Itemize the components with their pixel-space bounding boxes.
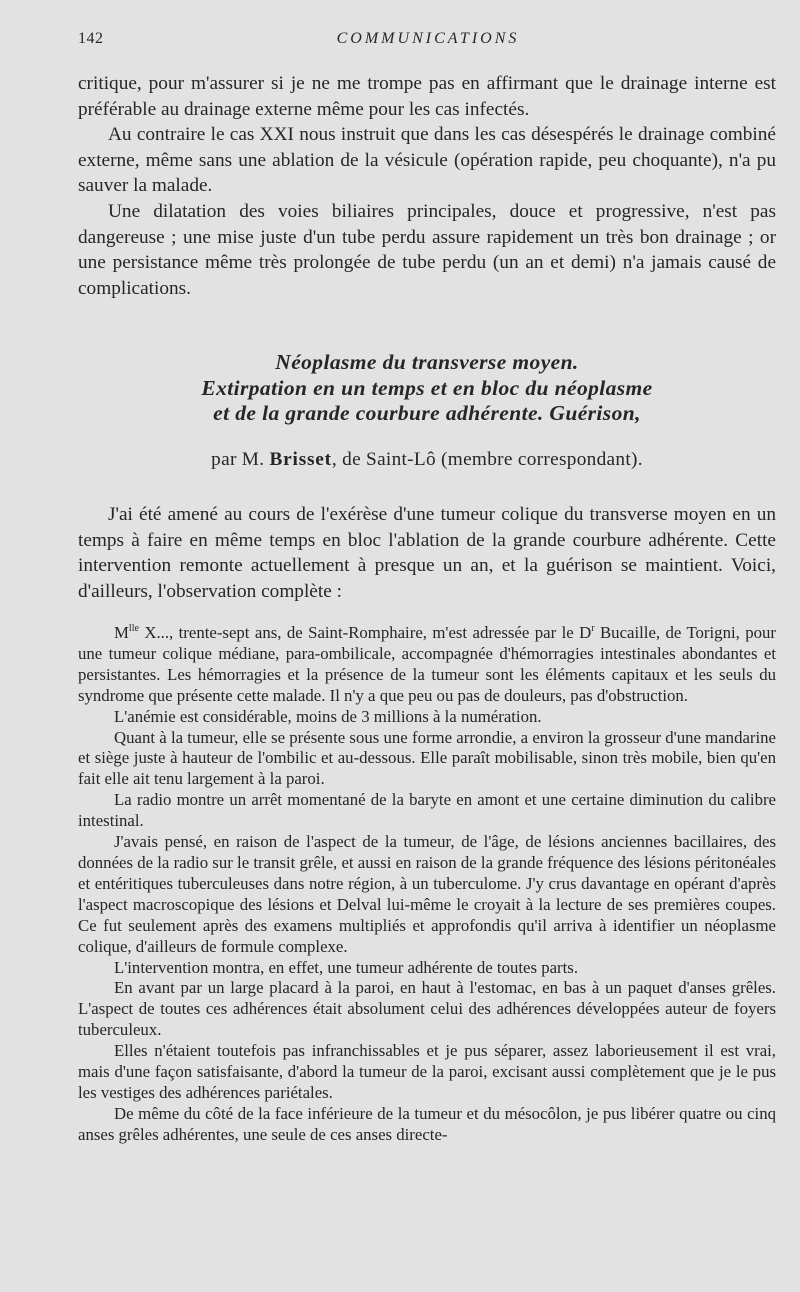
paragraph: L'anémie est considérable, moins de 3 millions à la numération. bbox=[114, 706, 542, 726]
author-affiliation: , de Saint-Lô (membre correspondant). bbox=[331, 448, 643, 470]
paragraph: Elles n'étaient toutefois pas infranchissables et je pus séparer, assez laborieusement il est vrai, mais d'une façon satisfaisante, d'abord la tumeur de la paroi, excisant aussi complètement que je le pus les vestiges des adhérences pariétales. bbox=[78, 1041, 776, 1102]
paragraph: La radio montre un arrêt momentané de la baryte en amont et une certaine diminution du calibre intestinal. bbox=[78, 790, 776, 831]
paragraph: En avant par un large placard à la paroi, en haut à l'estomac, en bas à un paquet d'anses grêles. L'aspect de toutes ces adhérences était absolument celui des adhérences développées auteur de foyers tuberculeux. bbox=[78, 978, 776, 1040]
mlle-abbrev: M bbox=[114, 623, 129, 642]
paragraph: J'ai été amené au cours de l'exérèse d'une tumeur colique du transverse moyen en un temps à faire en même temps en bloc l'ablation de la grande courbure adhérente. Cette intervention remonte actuellement à presque un an, et la guérison se maintient. Voici, d'ailleurs, l'observation complète : bbox=[78, 504, 776, 602]
observation-text bbox=[78, 623, 776, 1146]
paragraph: Une dilatation des voies biliaires principales, douce et progressive, n'est pas dangereuse ; une mise juste d'un tube perdu assure rapidement un très bon drainage ; or une persistance même très prolongée de tube perdu (un an et demi) n'a jamais causé de complications. bbox=[78, 200, 776, 299]
article-heading bbox=[78, 350, 776, 473]
author-name: Brisset bbox=[269, 448, 332, 470]
paragraph bbox=[78, 623, 776, 707]
running-title: COMMUNICATIONS bbox=[336, 30, 520, 47]
running-header bbox=[78, 30, 778, 54]
text-run: Bucaille, de Torigni, pour une tumeur colique médiane, para-ombilicale, accompagnée d'hémorragies intestinales abondantes et persistantes. Les hémorragies et la présence de la tumeur sont les éléments capitaux et les seuls du syndrome que présente cette malade. Il n'y a que peu ou pas de douleurs, pas d'obstruction. bbox=[78, 623, 776, 705]
paragraph: L'intervention montra, en effet, une tumeur adhérente de toutes parts. bbox=[114, 957, 579, 977]
article-title-line: et de la grande courbure adhérente. Guérison, bbox=[213, 401, 641, 425]
author-byline bbox=[78, 447, 776, 473]
author-prefix: par M. bbox=[211, 448, 265, 470]
paragraph: critique, pour m'assurer si je ne me trompe pas en affirmant que le drainage interne est préférable au drainage externe même pour les cas infectés. bbox=[78, 73, 776, 120]
page-number: 142 bbox=[78, 30, 104, 47]
paragraph: Au contraire le cas XXI nous instruit que dans les cas désespérés le drainage combiné externe, même sans une ablation de la vésicule (opération rapide, peu choquante), n'a pu sauver la malade. bbox=[78, 124, 776, 197]
intro-text bbox=[78, 71, 776, 301]
text-run: X..., trente-sept ans, de Saint-Romphaire, m'est adressée par le D bbox=[138, 623, 592, 642]
paragraph: De même du côté de la face inférieure de la tumeur et du mésocôlon, je pus libérer quatre ou cinq anses grêles adhérentes, une seule de ces anses directe- bbox=[78, 1103, 776, 1144]
paragraph: Quant à la tumeur, elle se présente sous une forme arrondie, a environ la grosseur d'une mandarine et siège juste à hauteur de l'ombilic et au-dessous. Elle paraît mobilisable, sinon très mobile, bien qu'en fait elle ait tenu largement à la paroi. bbox=[78, 727, 776, 789]
paragraph: J'avais pensé, en raison de l'aspect de la tumeur, de l'âge, de lésions anciennes bacillaires, des données de la radio sur le transit grêle, et aussi en raison de la grande fréquence des lésions péritonéales et entéritiques tuberculeuses dans notre région, à un tuberculome. J'y crus davantage en opérant d'après l'aspect macroscopique des lésions et Delval lui-même le croyait à la lecture de ses premières coupes. Ce fut seulement après des examens multipliés et approfondis qu'il arriva à identifier un néoplasme colique, d'ailleurs de formule complexe. bbox=[78, 832, 776, 956]
article-lead bbox=[78, 502, 776, 604]
article-title-line: Néoplasme du transverse moyen. bbox=[275, 350, 579, 374]
dr-superscript: r bbox=[591, 623, 595, 634]
article-title-line: Extirpation en un temps et en bloc du néoplasme bbox=[201, 375, 653, 400]
mlle-superscript: lle bbox=[128, 623, 139, 634]
